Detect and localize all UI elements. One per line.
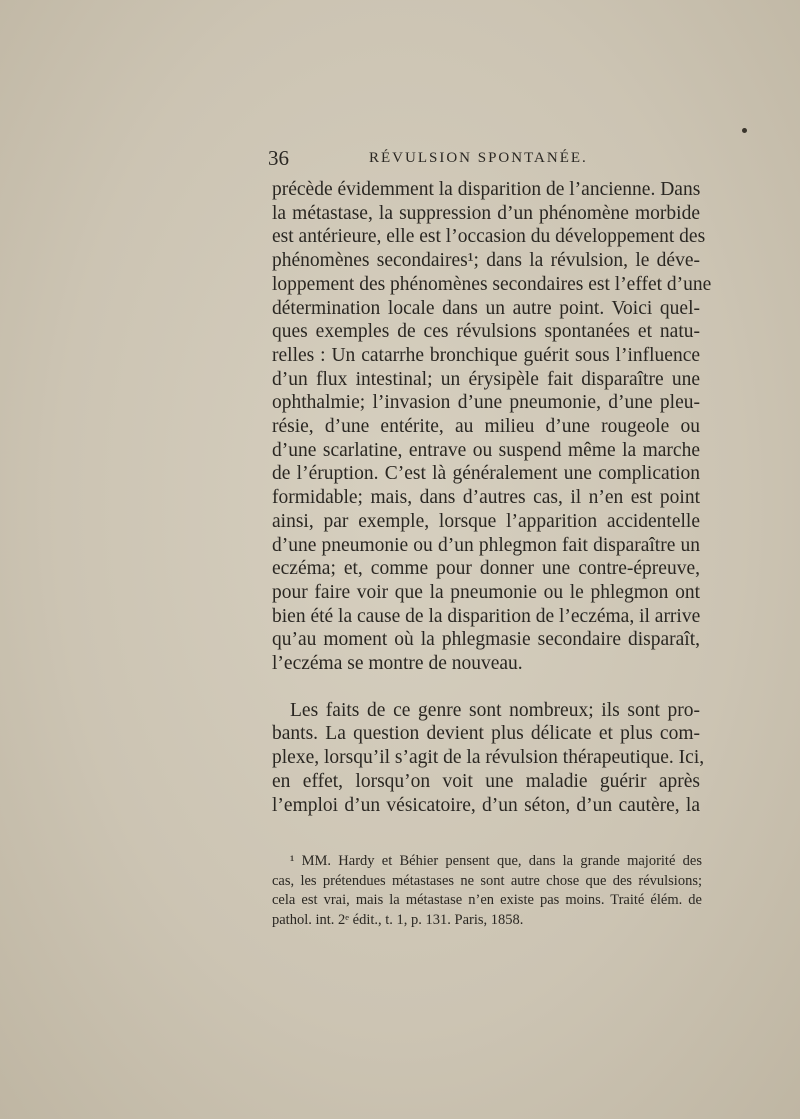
text-line: en effet, lorsqu’on voit une maladie guérir après xyxy=(272,770,700,792)
page-header xyxy=(268,146,688,174)
text-line: l’emploi d’un vésicatoire, d’un séton, d’un cautère, la xyxy=(272,794,700,816)
footnote-line: cas, les prétendues métastases ne sont autre chose que des révulsions; xyxy=(272,872,702,889)
text-line: formidable; mais, dans d’autres cas, il n’en est point xyxy=(272,487,700,509)
text-line: Les faits de ce genre sont nombreux; ils sont pro- xyxy=(290,699,700,721)
footnote xyxy=(272,852,702,930)
text-line: qu’au moment où la phlegmasie secondaire disparaît, xyxy=(272,629,700,651)
text-line: ques exemples de ces révulsions spontanées et natu- xyxy=(272,321,700,343)
text-line: bants. La question devient plus délicate et plus com- xyxy=(272,723,700,745)
text-line: phénomènes secondaires¹; dans la révulsion, le déve- xyxy=(272,250,700,272)
page-number: 36 xyxy=(268,146,289,170)
text-line: bien été la cause de la disparition de l’eczéma, il arrive xyxy=(272,605,701,627)
paragraph-spacer xyxy=(272,676,700,699)
text-line: pour faire voir que la pneumonie ou le phlegmon ont xyxy=(272,581,700,603)
footnote-line: ¹ MM. Hardy et Béhier pensent que, dans la grande majorité des xyxy=(290,853,702,869)
ink-speck xyxy=(742,128,747,133)
text-line: est antérieure, elle est l’occasion du développement des xyxy=(272,226,706,248)
text-line: plexe, lorsqu’il s’agit de la révulsion thérapeutique. Ici, xyxy=(272,747,705,769)
text-line: d’une pneumonie ou d’un phlegmon fait disparaître un xyxy=(272,534,700,556)
text-line: résie, d’une entérite, au milieu d’une rougeole ou xyxy=(272,416,700,438)
text-line: précède évidemment la disparition de l’ancienne. Dans xyxy=(272,179,701,200)
body-text xyxy=(272,178,712,817)
text-line: relles : Un catarrhe bronchique guérit sous l’influence xyxy=(272,344,700,366)
text-line: ainsi, par exemple, lorsque l’apparition accidentelle xyxy=(272,510,700,532)
paragraph-1 xyxy=(272,178,712,676)
text-line: d’une scarlatine, entrave ou suspend même la marche xyxy=(272,439,700,461)
text-line: ophthalmie; l’invasion d’une pneumonie, d’une pleu- xyxy=(272,392,700,414)
text-line: loppement des phénomènes secondaires est l’effet d’une xyxy=(272,273,712,295)
footnote-line: cela est vrai, mais la métastase n’en existe pas moins. Traité élém. de xyxy=(272,892,702,908)
text-line: de l’éruption. C’est là généralement une complication xyxy=(272,463,700,485)
running-title: RÉVULSION SPONTANÉE. xyxy=(369,150,588,166)
text-line: eczéma; et, comme pour donner une contre-épreuve, xyxy=(272,558,700,580)
footnote-line: pathol. int. 2ᵉ édit., t. 1, p. 131. Paris, 1858. xyxy=(272,911,524,928)
paragraph-2 xyxy=(272,699,705,818)
text-line: d’un flux intestinal; un érysipèle fait disparaître une xyxy=(272,368,700,390)
text-line: l’eczéma se montre de nouveau. xyxy=(272,653,523,675)
text-line: la métastase, la suppression d’un phénomène morbide xyxy=(272,202,700,224)
text-line: détermination locale dans un autre point. Voici quel- xyxy=(272,297,700,319)
